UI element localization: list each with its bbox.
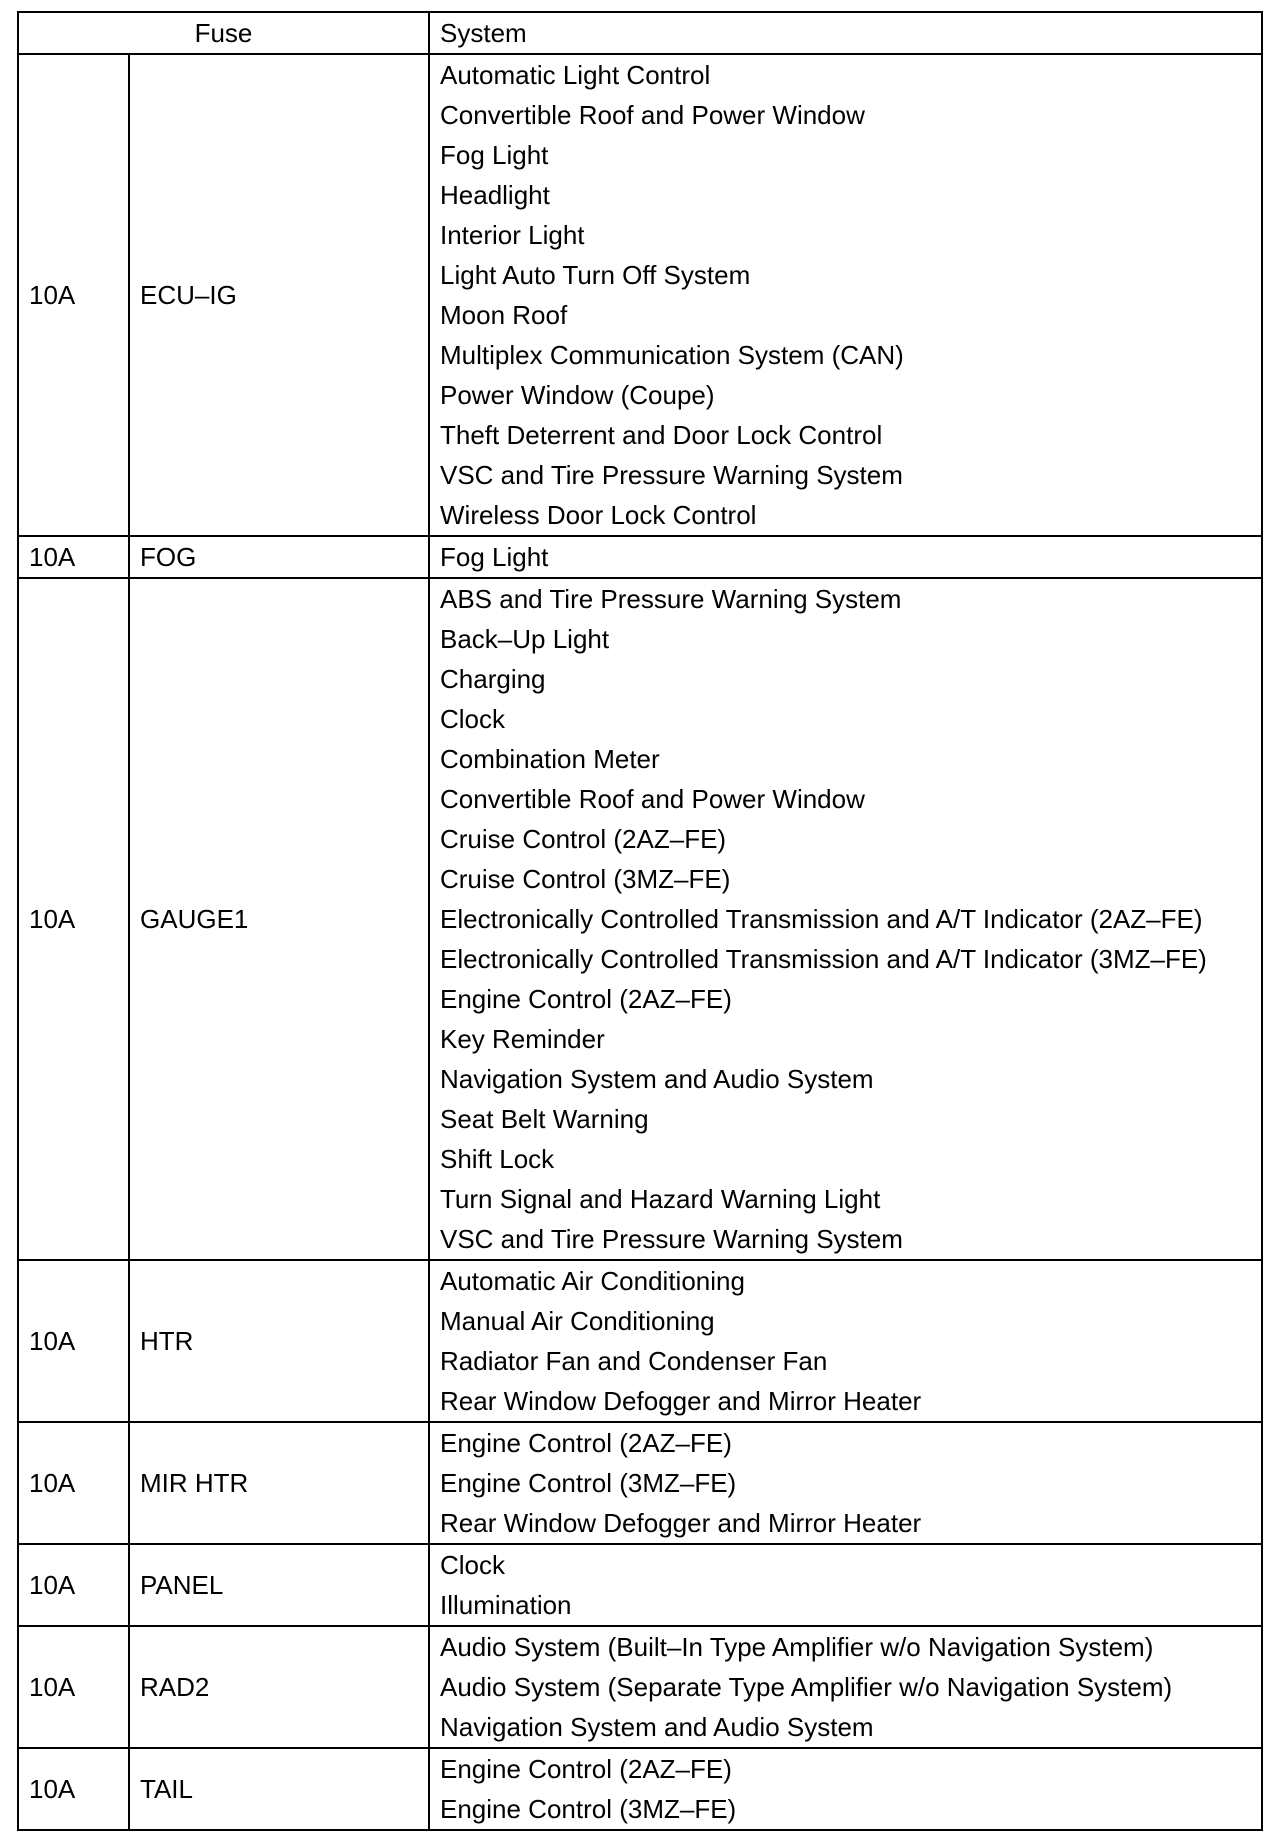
system-item: Audio System (Built–In Type Amplifier w/o Navigation System) xyxy=(440,1632,1154,1662)
system-item: Wireless Door Lock Control xyxy=(440,500,757,530)
table-row xyxy=(18,1544,1262,1626)
fuse-amperage: 10A xyxy=(18,1748,129,1830)
system-item: Turn Signal and Hazard Warning Light xyxy=(440,1184,881,1214)
system-item: Electronically Controlled Transmission and A/T Indicator (3MZ–FE) xyxy=(440,944,1207,974)
system-item: Convertible Roof and Power Window xyxy=(440,100,865,130)
table-row xyxy=(18,1748,1262,1830)
system-list xyxy=(429,1626,1262,1748)
system-item: Automatic Air Conditioning xyxy=(440,1266,745,1296)
system-item: Moon Roof xyxy=(440,300,568,330)
fuse-column-header: Fuse xyxy=(18,12,429,54)
system-column-header: System xyxy=(429,12,1262,54)
system-item: Engine Control (3MZ–FE) xyxy=(440,1794,737,1824)
system-item: Multiplex Communication System (CAN) xyxy=(440,340,904,370)
system-item: Clock xyxy=(440,704,506,734)
fuse-name: PANEL xyxy=(129,1544,429,1626)
system-item: Engine Control (2AZ–FE) xyxy=(440,1428,732,1458)
system-list xyxy=(429,1260,1262,1422)
fuse-name: RAD2 xyxy=(129,1626,429,1748)
system-item: Clock xyxy=(440,1550,506,1580)
system-item: Navigation System and Audio System xyxy=(440,1712,874,1742)
system-item: Charging xyxy=(440,664,546,694)
system-item: Headlight xyxy=(440,180,550,210)
table-row xyxy=(18,54,1262,536)
system-list xyxy=(429,54,1262,536)
fuse-amperage: 10A xyxy=(18,578,129,1260)
system-item: ABS and Tire Pressure Warning System xyxy=(440,584,902,614)
system-item: Radiator Fan and Condenser Fan xyxy=(440,1346,828,1376)
table-row xyxy=(18,536,1262,578)
table-row xyxy=(18,578,1262,1260)
fuse-name: ECU–IG xyxy=(129,54,429,536)
system-item: Cruise Control (2AZ–FE) xyxy=(440,824,727,854)
system-item: Seat Belt Warning xyxy=(440,1104,649,1134)
fuse-amperage: 10A xyxy=(18,1422,129,1544)
table-row xyxy=(18,1422,1262,1544)
system-item: Combination Meter xyxy=(440,744,660,774)
system-item: Electronically Controlled Transmission and A/T Indicator (2AZ–FE) xyxy=(440,904,1203,934)
fuse-amperage: 10A xyxy=(18,536,129,578)
system-list xyxy=(429,1544,1262,1626)
system-item: Theft Deterrent and Door Lock Control xyxy=(440,420,883,450)
fuse-system-table xyxy=(17,11,1263,1831)
fuse-name: MIR HTR xyxy=(129,1422,429,1544)
system-item: Manual Air Conditioning xyxy=(440,1306,715,1336)
fuse-name: HTR xyxy=(129,1260,429,1422)
system-list xyxy=(429,536,1262,578)
system-item: VSC and Tire Pressure Warning System xyxy=(440,1224,903,1254)
system-item: Shift Lock xyxy=(440,1144,555,1174)
system-item: Rear Window Defogger and Mirror Heater xyxy=(440,1386,922,1416)
table-row xyxy=(18,1626,1262,1748)
system-list xyxy=(429,1422,1262,1544)
system-item: VSC and Tire Pressure Warning System xyxy=(440,460,903,490)
system-item: Fog Light xyxy=(440,140,549,170)
system-item: Automatic Light Control xyxy=(440,60,711,90)
system-item: Engine Control (2AZ–FE) xyxy=(440,984,732,1014)
fuse-amperage: 10A xyxy=(18,1626,129,1748)
header-row xyxy=(18,12,1262,54)
fuse-amperage: 10A xyxy=(18,1544,129,1626)
system-item: Engine Control (3MZ–FE) xyxy=(440,1468,737,1498)
system-item: Fog Light xyxy=(440,542,549,572)
fuse-name: FOG xyxy=(129,536,429,578)
fuse-amperage: 10A xyxy=(18,1260,129,1422)
system-item: Navigation System and Audio System xyxy=(440,1064,874,1094)
system-item: Convertible Roof and Power Window xyxy=(440,784,865,814)
fuse-name: TAIL xyxy=(129,1748,429,1830)
system-item: Audio System (Separate Type Amplifier w/o Navigation System) xyxy=(440,1672,1173,1702)
system-item: Rear Window Defogger and Mirror Heater xyxy=(440,1508,922,1538)
system-list xyxy=(429,578,1262,1260)
system-item: Cruise Control (3MZ–FE) xyxy=(440,864,731,894)
table-body xyxy=(18,54,1262,1830)
table-header xyxy=(18,12,1262,54)
table-row xyxy=(18,1260,1262,1422)
system-item: Light Auto Turn Off System xyxy=(440,260,751,290)
fuse-name: GAUGE1 xyxy=(129,578,429,1260)
system-item: Interior Light xyxy=(440,220,585,250)
system-item: Power Window (Coupe) xyxy=(440,380,715,410)
system-list xyxy=(429,1748,1262,1830)
fuse-amperage: 10A xyxy=(18,54,129,536)
system-item: Back–Up Light xyxy=(440,624,610,654)
system-item: Key Reminder xyxy=(440,1024,605,1054)
system-item: Illumination xyxy=(440,1590,572,1620)
system-item: Engine Control (2AZ–FE) xyxy=(440,1754,732,1784)
